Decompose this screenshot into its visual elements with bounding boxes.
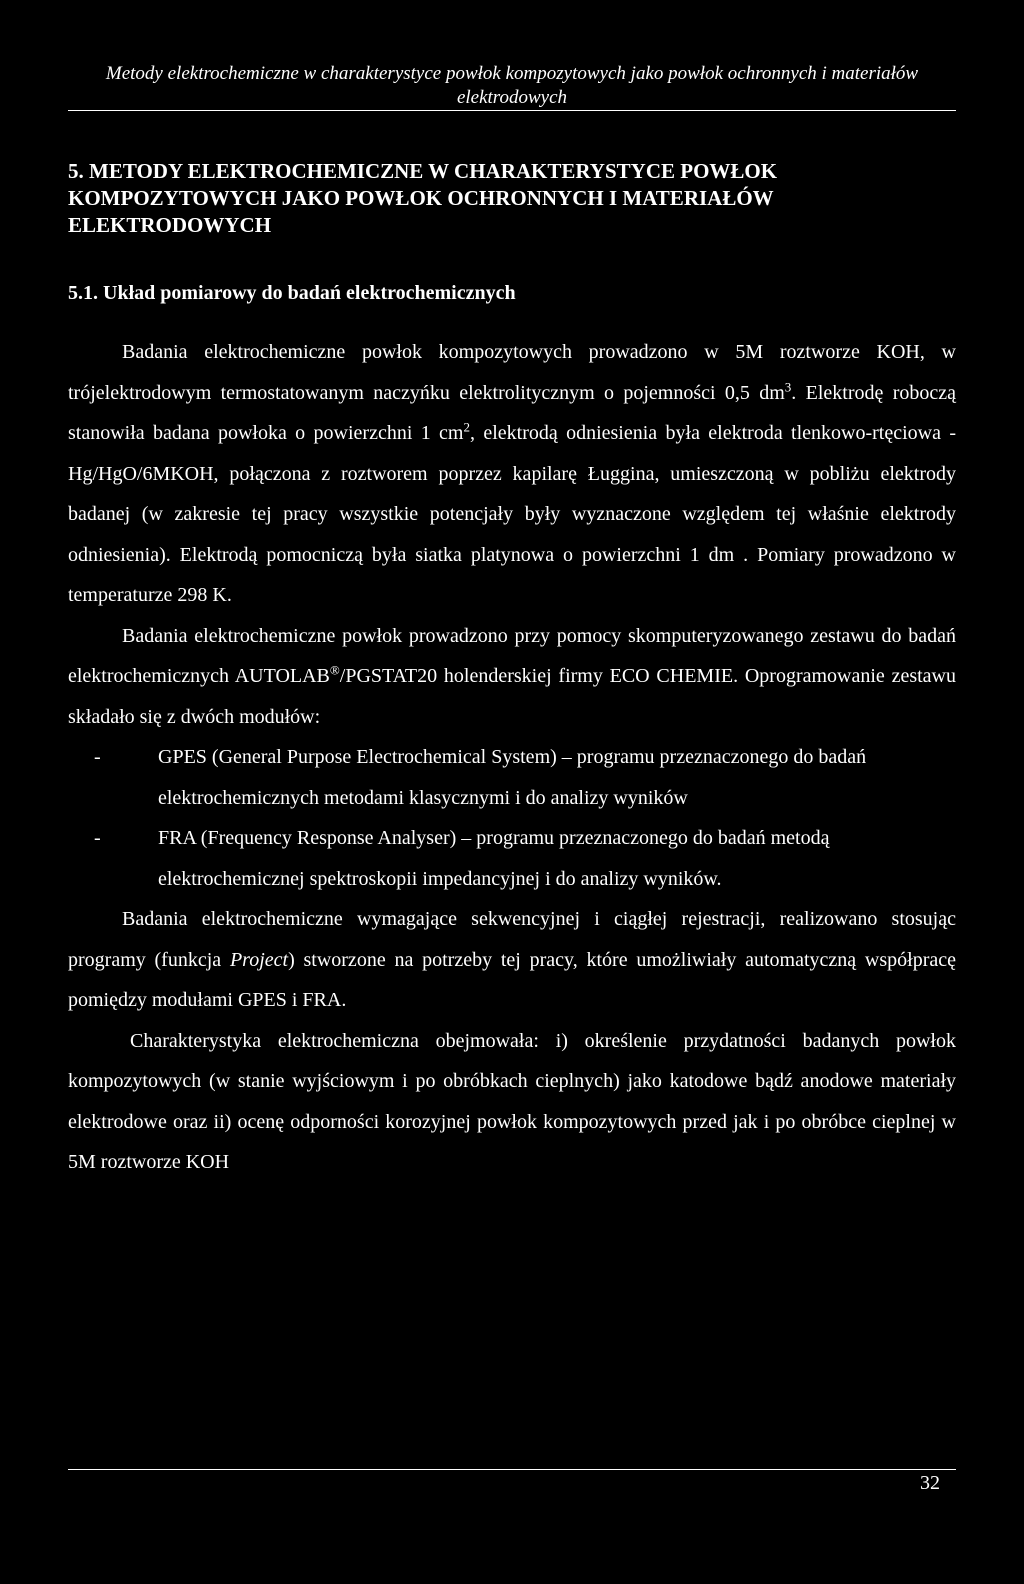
running-header: Metody elektrochemiczne w charakterystyce powłok kompozytowych jako powłok ochronnych i materiałów elektrodowych: [105, 63, 919, 108]
paragraph-text: Badania elektrochemiczne powłok kompozytowych prowadzono w 5M roztworze KOH, w trójelektrodowym termostatowanym naczyńku elektrolitycznym o pojemności 0,5 dm: [68, 341, 956, 404]
page-number: 32: [920, 1472, 940, 1494]
list-item: [68, 818, 956, 899]
list-item-text: FRA (Frequency Response Analyser) – programu przeznaczonego do badań metodą elektrochemicznej spektroskopii impedancyjnej i do analizy wyników.: [158, 827, 830, 890]
list-item: [68, 737, 956, 818]
paragraph-equipment: [68, 616, 956, 738]
paragraph-text: , elektrodą odniesienia była elektroda tlenkowo-rtęciowa - Hg/HgO/6MKOH, połączona z roztworem poprzez kapilarę Ługgina, umieszczoną w pobliżu elektrody badanej (w zakresie tej pracy wszystkie potencjały były wyznaczone względem tej właśnie elektrody odniesienia). Elektrodą pomocniczą była siatka platynowa o powierzchni 1 dm . Pomiary prowadzono w temperaturze 298 K.: [68, 422, 956, 606]
list-dash: -: [94, 746, 101, 768]
header-rule: [68, 110, 956, 111]
italic-term: Project: [229, 948, 289, 971]
registered-mark: ®: [329, 662, 340, 678]
paragraph-text: /PGSTAT20 holenderskiej firmy ECO CHEMIE. Oprogramowanie zestawu składało się z dwóch modułów:: [68, 665, 957, 728]
section-title: 5.1. Układ pomiarowy do badań elektrochemicznych: [68, 282, 516, 304]
superscript: 3: [784, 378, 792, 394]
paragraph-text: Badania elektrochemiczne wymagające sekwencyjnej i ciągłej rejestracji, realizowano stosując programy (funkcja: [68, 908, 956, 971]
paragraph-text: . Elektrodę roboczą stanowiła badana powłoka o powierzchni 1 cm: [68, 381, 956, 444]
superscript: 2: [463, 419, 470, 435]
paragraph-text: ) stworzone na potrzeby tej pracy, które umożliwiały automatyczną współpracę pomiędzy modułami GPES i FRA.: [68, 948, 957, 1011]
chapter-title: 5. METODY ELEKTROCHEMICZNE W CHARAKTERYSTYCE POWŁOK KOMPOZYTOWYCH JAKO POWŁOK OCHRONNYCH I MATERIAŁÓW ELEKTRODOWYCH: [68, 159, 778, 237]
paragraph-characterization: Charakterystyka elektrochemiczna obejmowała: i) określenie przydatności badanych powłok kompozytowych (w stanie wyjściowym i po obróbkach cieplnych) jako katodowe bądź anodowe materiały elektrodowe oraz ii) ocenę odporności korozyjnej powłok kompozytowych przed jak i po obróbce cieplnej w 5M roztworze KOH: [68, 1029, 956, 1173]
list-dash: -: [94, 827, 101, 849]
paragraph-text: Badania elektrochemiczne powłok prowadzono przy pomocy skomputeryzowanego zestawu do badań elektrochemicznych AUTOLAB: [68, 624, 956, 687]
list-item-text: GPES (General Purpose Electrochemical System) – programu przeznaczonego do badań elektrochemicznych metodami klasycznymi i do analizy wyników: [158, 746, 867, 809]
paragraph-software: [68, 899, 956, 1021]
module-list: [68, 737, 956, 899]
paragraph-measurement-setup: [68, 332, 956, 616]
footer-rule: [68, 1469, 956, 1470]
body-text: [68, 332, 956, 1183]
